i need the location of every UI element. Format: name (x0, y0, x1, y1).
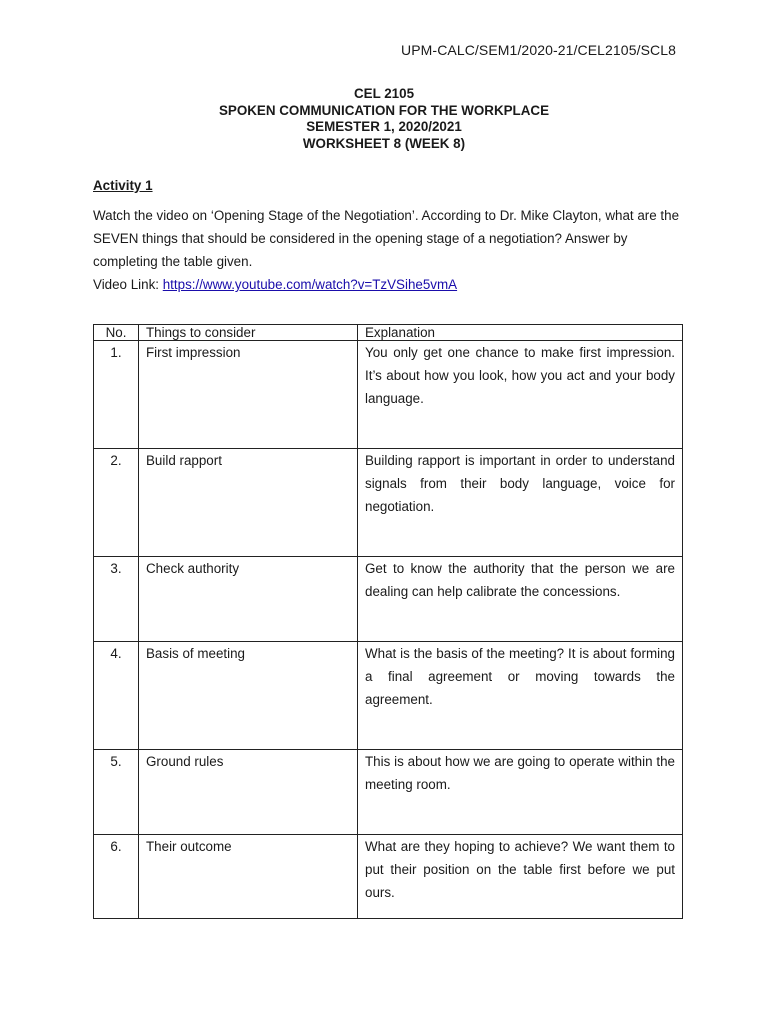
table-row (94, 557, 683, 642)
row-thing-to-consider: Their outcome (139, 835, 358, 919)
row-thing-to-consider: Ground rules (139, 750, 358, 835)
row-explanation: This is about how we are going to operate within the meeting room. (358, 750, 683, 835)
table-body (94, 341, 683, 919)
row-explanation: You only get one chance to make first impression. It’s about how you look, how you act and your body language. (358, 341, 683, 449)
row-explanation: Building rapport is important in order to understand signals from their body language, voice for negotiation. (358, 449, 683, 557)
row-thing-to-consider: Build rapport (139, 449, 358, 557)
table-row (94, 341, 683, 449)
course-name: SPOKEN COMMUNICATION FOR THE WORKPLACE (218, 102, 550, 118)
table-row (94, 642, 683, 750)
worksheet-label: WORKSHEET 8 (WEEK 8) (302, 135, 466, 151)
course-code: CEL 2105 (353, 86, 415, 101)
column-header-explanation: Explanation (358, 325, 683, 341)
row-thing-to-consider: Check authority (139, 557, 358, 642)
row-explanation: Get to know the authority that the person we are dealing can help calibrate the concessions. (358, 557, 683, 642)
table-row (94, 449, 683, 557)
row-number: 1. (94, 341, 139, 449)
row-explanation: What is the basis of the meeting? It is about forming a final agreement or moving towards the agreement. (358, 642, 683, 750)
row-explanation: What are they hoping to achieve? We want them to put their position on the table first before we put ours. (358, 835, 683, 919)
column-header-things: Things to consider (139, 325, 358, 341)
row-thing-to-consider: First impression (139, 341, 358, 449)
document-reference-code: UPM-CALC/SEM1/2020-21/CEL2105/SCL8 (401, 42, 676, 58)
semester-label: SEMESTER 1, 2020/2021 (306, 119, 462, 134)
document-title-block (0, 86, 768, 152)
video-link[interactable]: https://www.youtube.com/watch?v=TzVSihe5vmA (162, 277, 458, 292)
activity-heading: Activity 1 (93, 178, 153, 193)
table-row (94, 835, 683, 919)
activity-instructions: Watch the video on ‘Opening Stage of the Negotiation’. According to Dr. Mike Clayton, what are the SEVEN things that should be considered in the opening stage of a negotiation? Answer by completing the table given. (93, 208, 680, 269)
row-number: 2. (94, 449, 139, 557)
video-link-line (93, 273, 683, 296)
row-number: 6. (94, 835, 139, 919)
video-link-label: Video Link: (93, 277, 163, 292)
table-header-row (94, 325, 683, 341)
row-number: 4. (94, 642, 139, 750)
column-header-no: No. (94, 325, 139, 341)
negotiation-table (93, 324, 683, 919)
row-number: 3. (94, 557, 139, 642)
table-row (94, 750, 683, 835)
row-thing-to-consider: Basis of meeting (139, 642, 358, 750)
activity-instructions-block (93, 204, 683, 296)
row-number: 5. (94, 750, 139, 835)
